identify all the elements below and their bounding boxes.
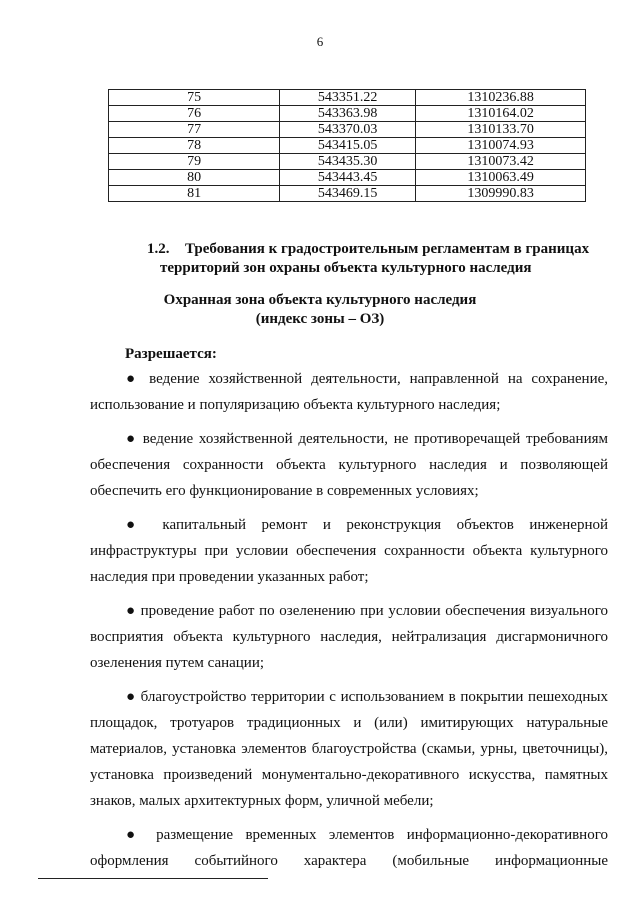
section-heading-line1	[147, 240, 607, 259]
coordinates-table-body	[109, 90, 586, 202]
point-number-cell: 81	[109, 186, 280, 202]
y-coordinate-cell: 1310236.88	[416, 90, 586, 106]
zone-title	[0, 291, 640, 329]
point-number-cell: 77	[109, 122, 280, 138]
table-row	[109, 106, 586, 122]
section-title-line1: Требования к градостроительным регламентам в границах	[185, 241, 590, 257]
x-coordinate-cell: 543415.05	[280, 138, 416, 154]
coordinates-table	[108, 89, 586, 202]
x-coordinate-cell: 543469.15	[280, 186, 416, 202]
page-number: 6	[316, 34, 324, 49]
point-number-cell: 78	[109, 138, 280, 154]
point-number-cell: 79	[109, 154, 280, 170]
y-coordinate-cell: 1309990.83	[416, 186, 586, 202]
table-row	[109, 138, 586, 154]
table-row	[109, 90, 586, 106]
x-coordinate-cell: 543443.45	[280, 170, 416, 186]
requirement-paragraph: ● капитальный ремонт и реконструкция объектов инженерной инфраструктуры при условии обеспечения сохранности объекта культурного наследия при проведении указанных работ;	[90, 517, 608, 585]
x-coordinate-cell: 543363.98	[280, 106, 416, 122]
table-row	[109, 186, 586, 202]
requirement-paragraph: ● ведение хозяйственной деятельности, направленной на сохранение, использование и популяризацию объекта культурного наследия;	[90, 371, 608, 413]
x-coordinate-cell: 543351.22	[280, 90, 416, 106]
table-row	[109, 122, 586, 138]
requirements-list	[90, 366, 608, 882]
zone-title-line1: Охранная зона объекта культурного наследия	[163, 292, 477, 308]
footnote-rule	[38, 878, 268, 879]
point-number-cell: 76	[109, 106, 280, 122]
table-row	[109, 154, 586, 170]
y-coordinate-cell: 1310164.02	[416, 106, 586, 122]
x-coordinate-cell: 543435.30	[280, 154, 416, 170]
section-title-line2: территорий зон охраны объекта культурного наследия	[160, 260, 532, 276]
y-coordinate-cell: 1310063.49	[416, 170, 586, 186]
section-number: 1.2.	[147, 241, 170, 257]
requirement-paragraph: ● ведение хозяйственной деятельности, не противоречащей требованиям обеспечения сохранности объекта культурного наследия и позволяющей обеспечить его функционирование в современных условиях;	[90, 431, 608, 499]
requirement-paragraph: ● проведение работ по озеленению при условии обеспечения визуального восприятия объекта культурного наследия, нейтрализация дисгармоничного озеленения путем санации;	[90, 603, 608, 671]
table-row	[109, 170, 586, 186]
requirement-paragraph: ● размещение временных элементов информационно-декоративного оформления событийного характера (мобильные информационные	[90, 827, 608, 869]
allowed-label: Разрешается:	[125, 346, 217, 362]
point-number-cell: 75	[109, 90, 280, 106]
x-coordinate-cell: 543370.03	[280, 122, 416, 138]
y-coordinate-cell: 1310133.70	[416, 122, 586, 138]
section-heading	[147, 240, 607, 278]
y-coordinate-cell: 1310073.42	[416, 154, 586, 170]
y-coordinate-cell: 1310074.93	[416, 138, 586, 154]
requirement-paragraph: ● благоустройство территории с использованием в покрытии пешеходных площадок, тротуаров традиционных и (или) имитирующих натуральные материалов, установка элементов благоустройства (скамьи, урны, цветочницы), установка произведений монументально-декоративного искусства, памятных знаков, малых архитектурных форм, уличной мебели;	[90, 689, 608, 809]
point-number-cell: 80	[109, 170, 280, 186]
zone-title-line2: (индекс зоны – ОЗ)	[255, 311, 385, 327]
